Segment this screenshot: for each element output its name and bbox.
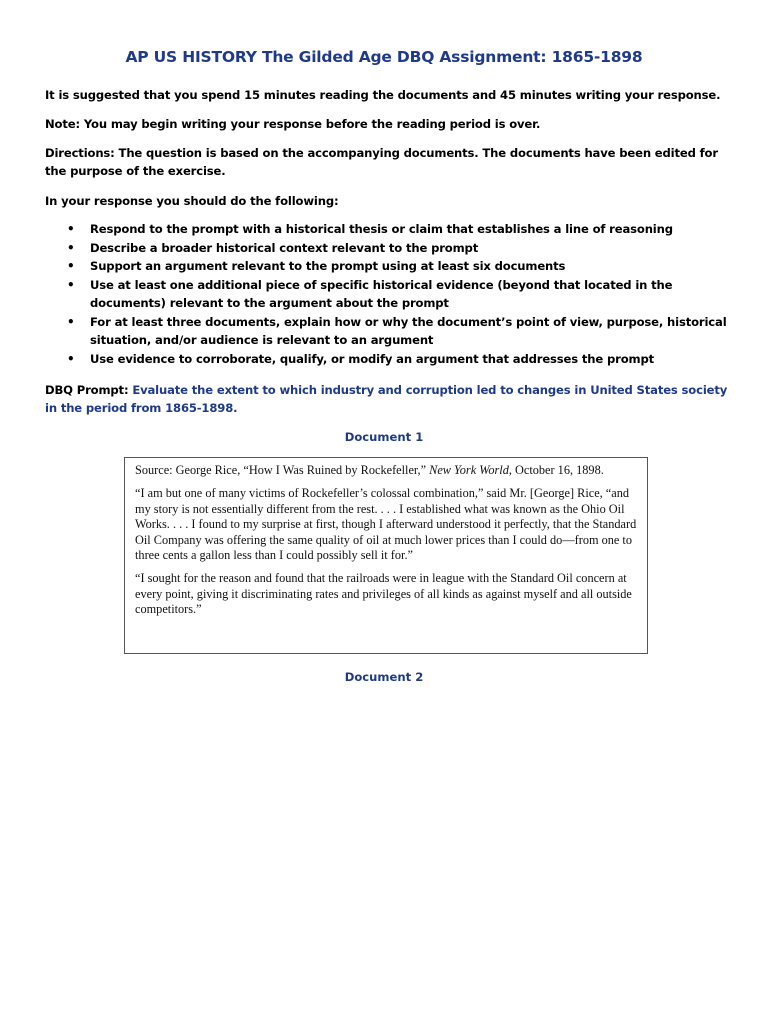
list-item — [45, 257, 735, 276]
source-date: , October 16, 1898. — [508, 463, 604, 477]
bullet-icon: • — [67, 314, 75, 329]
source-publication: New York World — [429, 463, 509, 477]
time-suggestion: It is suggested that you spend 15 minutes reading the documents and 45 minutes writing your response. — [45, 88, 721, 102]
bullet-icon: • — [67, 351, 75, 366]
document-1-source-line — [135, 463, 637, 478]
dbq-prompt-text: Evaluate the extent to which industry and corruption led to changes in United States society in the period from 1865-1898. — [45, 383, 728, 415]
dbq-prompt-label: DBQ Prompt: — [45, 383, 133, 397]
list-item-text: For at least three documents, explain how or why the document’s point of view, purpose, historical situation, and/or audience is relevant to an argument — [90, 314, 727, 347]
list-item — [45, 220, 735, 239]
document-1-heading: Document 1 — [344, 430, 424, 444]
bullet-icon: • — [67, 240, 75, 255]
response-lead: In your response you should do the following: — [45, 194, 339, 208]
dbq-prompt — [45, 381, 735, 417]
list-item — [45, 350, 735, 369]
bullet-icon: • — [67, 259, 75, 273]
page-title: AP US HISTORY The Gilded Age DBQ Assignment: 1865-1898 — [125, 48, 643, 66]
bullet-icon: • — [67, 277, 75, 292]
list-item — [45, 313, 735, 350]
list-item-text: Support an argument relevant to the prompt using at least six documents — [90, 259, 566, 273]
list-item-text: Describe a broader historical context relevant to the prompt — [90, 240, 479, 255]
list-item-text: Use evidence to corroborate, qualify, or modify an argument that addresses the prompt — [90, 351, 655, 366]
list-item — [45, 276, 735, 313]
requirements-list — [45, 220, 735, 368]
source-citation: Source: George Rice, “How I Was Ruined by Rockefeller,” — [135, 463, 430, 477]
list-item-text: Respond to the prompt with a historical thesis or claim that establishes a line of reasoning — [90, 222, 673, 236]
document-1-paragraph-1: “I am but one of many victims of Rockefeller’s colossal combination,” said Mr. [George] Rice, “and my story is not essentially different from the rest. . . . I established what was known as the Ohio Oil Works. . . . I found to my surprise at first, though I afterward understood it perfectly, that the Standard Oil Company was offering the same quality of oil at much lower prices than I could do—from one to three cents a gallon less than I could possibly sell it for.” — [135, 486, 637, 563]
bullet-icon: • — [67, 222, 75, 236]
reading-note: Note: You may begin writing your response before the reading period is over. — [45, 117, 541, 131]
directions: Directions: The question is based on the accompanying documents. The documents have been edited for the purpose of the exercise. — [45, 146, 718, 178]
list-item — [45, 239, 735, 258]
list-item-text: Use at least one additional piece of specific historical evidence (beyond that located in the documents) relevant to the argument about the prompt — [90, 277, 673, 310]
document-2-heading: Document 2 — [344, 670, 424, 684]
document-1-paragraph-2: “I sought for the reason and found that the railroads were in league with the Standard Oil concern at every point, giving it discriminating rates and privileges of all kinds as against myself and all outside competitors.” — [135, 571, 632, 617]
document-1-source-box — [124, 457, 648, 654]
